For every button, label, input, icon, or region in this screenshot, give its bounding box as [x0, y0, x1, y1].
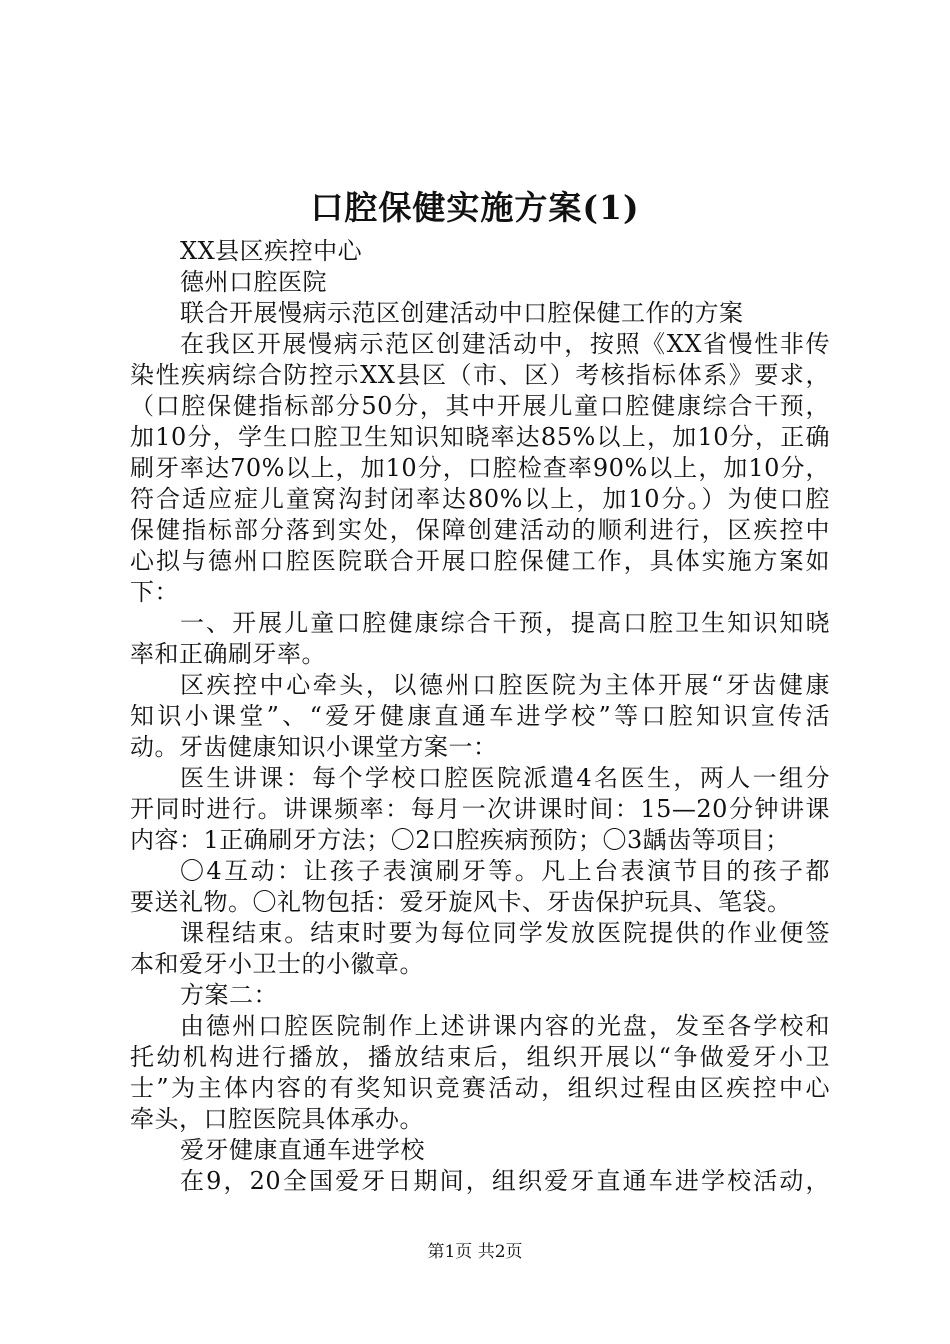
text-line: 在我区开展慢病示范区创建活动中，按照《XX省慢性非传	[180, 330, 830, 358]
text-line: 下：	[130, 578, 179, 606]
text-line: 德州口腔医院	[180, 268, 327, 296]
text-line: 爱牙健康直通车进学校	[180, 1136, 425, 1164]
text-line: 动。牙齿健康知识小课堂方案一：	[130, 733, 498, 761]
text-line: 率和正确刷牙率。	[130, 640, 326, 668]
text-line: 内容：1正确刷牙方法；〇2口腔疾病预防；〇3龋齿等项目；	[130, 826, 790, 854]
text-line: 方案二：	[180, 981, 278, 1009]
text-line: 心拟与德州口腔医院联合开展口腔保健工作，具体实施方案如	[130, 547, 830, 575]
text-line: （口腔保健指标部分50分，其中开展儿童口腔健康综合干预，	[130, 392, 830, 420]
text-line: XX县区疾控中心	[180, 237, 363, 265]
text-line: 由德州口腔医院制作上述讲课内容的光盘，发至各学校和	[180, 1012, 830, 1040]
text-line: 在9，20全国爱牙日期间，组织爱牙直通车进学校活动，	[180, 1167, 830, 1195]
text-line: 托幼机构进行播放，播放结束后，组织开展以“争做爱牙小卫	[130, 1043, 830, 1071]
text-line: 染性疾病综合防控示XX县区（市、区）考核指标体系》要求，	[130, 361, 830, 389]
text-line: 联合开展慢病示范区创建活动中口腔保健工作的方案	[180, 299, 744, 327]
text-line: 课程结束。结束时要为每位同学发放医院提供的作业便签	[180, 919, 830, 947]
text-line: 保健指标部分落到实处，保障创建活动的顺利进行，区疾控中	[130, 516, 830, 544]
text-line: 要送礼物。〇礼物包括：爱牙旋风卡、牙齿保护玩具、笔袋。	[130, 888, 792, 916]
text-line: 加10分，学生口腔卫生知识知晓率达85%以上，加10分，正确	[130, 423, 830, 451]
text-line: 一、开展儿童口腔健康综合干预，提高口腔卫生知识知晓	[180, 609, 830, 637]
document-title: 口腔保健实施方案(1)	[310, 188, 640, 227]
text-line: 知识小课堂”、“爱牙健康直通车进学校”等口腔知识宣传活	[130, 702, 830, 730]
text-line: 刷牙率达70%以上，加10分，口腔检查率90%以上，加10分，	[130, 454, 830, 482]
text-line: 〇4互动：让孩子表演刷牙等。凡上台表演节目的孩子都	[180, 857, 830, 885]
text-line: 区疾控中心牵头，以德州口腔医院为主体开展“牙齿健康	[180, 671, 830, 699]
text-line: 士”为主体内容的有奖知识竞赛活动，组织过程由区疾控中心	[130, 1074, 830, 1102]
text-line: 医生讲课：每个学校口腔医院派遣4名医生，两人一组分	[180, 764, 830, 792]
page-footer: 第1页 共2页	[427, 1242, 523, 1262]
text-line: 牵头，口腔医院具体承办。	[130, 1105, 424, 1133]
text-line: 开同时进行。讲课频率：每月一次讲课时间：15—20分钟讲课	[130, 795, 830, 823]
text-line: 本和爱牙小卫士的小徽章。	[130, 950, 424, 978]
text-line: 符合适应症儿童窝沟封闭率达80%以上，加10分。）为使口腔	[130, 485, 830, 513]
document-body	[130, 236, 830, 1197]
